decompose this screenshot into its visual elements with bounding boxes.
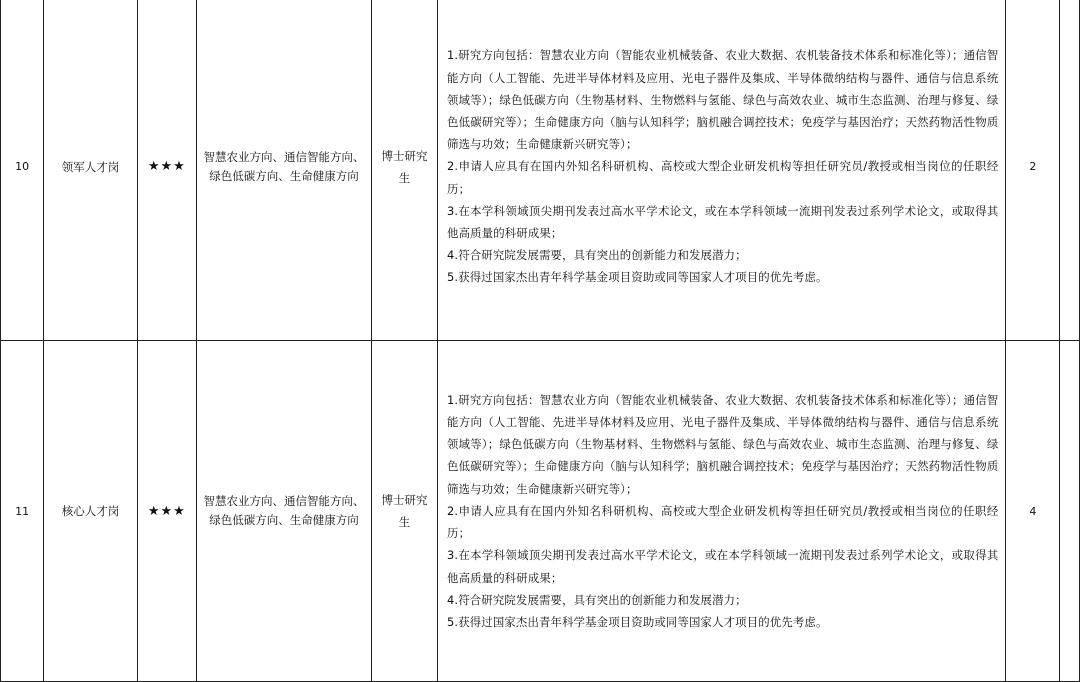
extra-column <box>1060 0 1080 341</box>
requirement-item: 4.符合研究院发展需要，具有突出的创新能力和发展潜力； <box>447 248 747 263</box>
job-requirements <box>438 341 1006 682</box>
requirement-item: 1.研究方向包括：智慧农业方向（智能农业机械装备、农业大数据、农机装备技术体系和标准化等）；通信智能方向（人工智能、先进半导体材料及应用、光电子器件及集成、半导体微纳结构与器件、通信与信息系统领域等）；绿色低碳方向（生物基材料、生物燃料与氢能、绿色与高效农业、城市生态监测、治理与修复、绿色低碳研究等）；生命健康方向（脑与认知科学；脑机融合调控技术；免疫学与基因治疗；天然药物活性物质筛选与功效；生命健康新兴研究等）； <box>447 392 999 496</box>
position-level: ★★★ <box>137 0 197 341</box>
headcount: 2 <box>1006 0 1060 341</box>
table-row <box>1 0 1080 341</box>
requirement-item: 1.研究方向包括：智慧农业方向（智能农业机械装备、农业大数据、农机装备技术体系和标准化等）；通信智能方向（人工智能、先进半导体材料及应用、光电子器件及集成、半导体微纳结构与器件、通信与信息系统领域等）；绿色低碳方向（生物基材料、生物燃料与氢能、绿色与高效农业、城市生态监测、治理与修复、绿色低碳研究等）；生命健康方向（脑与认知科学；脑机融合调控技术；免疫学与基因治疗；天然药物活性物质筛选与功效；生命健康新兴研究等）； <box>447 48 999 152</box>
research-direction: 智慧农业方向、通信智能方向、绿色低碳方向、生命健康方向 <box>197 341 372 682</box>
requirement-item: 5.获得过国家杰出青年科学基金项目资助或同等国家人才项目的优先考虑。 <box>447 614 828 629</box>
research-direction: 智慧农业方向、通信智能方向、绿色低碳方向、生命健康方向 <box>197 0 372 341</box>
job-requirements <box>438 0 1006 341</box>
extra-column <box>1060 341 1080 682</box>
table-row <box>1 341 1080 682</box>
education-requirement: 博士研究生 <box>371 0 437 341</box>
requirement-item: 2.申请人应具有在国内外知名科研机构、高校或大型企业研发机构等担任研究员/教授或相当岗位的任职经历； <box>447 159 999 196</box>
requirement-item: 2.申请人应具有在国内外知名科研机构、高校或大型企业研发机构等担任研究员/教授或相当岗位的任职经历； <box>447 503 999 541</box>
position-level: ★★★ <box>137 341 197 682</box>
position-name: 领军人才岗 <box>44 0 137 341</box>
row-number: 11 <box>1 341 44 682</box>
position-name: 核心人才岗 <box>44 341 137 682</box>
requirement-item: 3.在本学科领域顶尖期刊发表过高水平学术论文，或在本学科领域一流期刊发表过系列学术论文，或取得其他高质量的科研成果； <box>447 203 999 240</box>
requirement-item: 5.获得过国家杰出青年科学基金项目资助或同等国家人才项目的优先考虑。 <box>447 270 828 285</box>
requirement-item: 4.符合研究院发展需要，具有突出的创新能力和发展潜力； <box>447 592 747 607</box>
education-requirement: 博士研究生 <box>371 341 437 682</box>
row-number: 10 <box>1 0 44 341</box>
headcount: 4 <box>1006 341 1060 682</box>
requirement-item: 3.在本学科领域顶尖期刊发表过高水平学术论文，或在本学科领域一流期刊发表过系列学术论文，或取得其他高质量的科研成果； <box>447 548 999 585</box>
